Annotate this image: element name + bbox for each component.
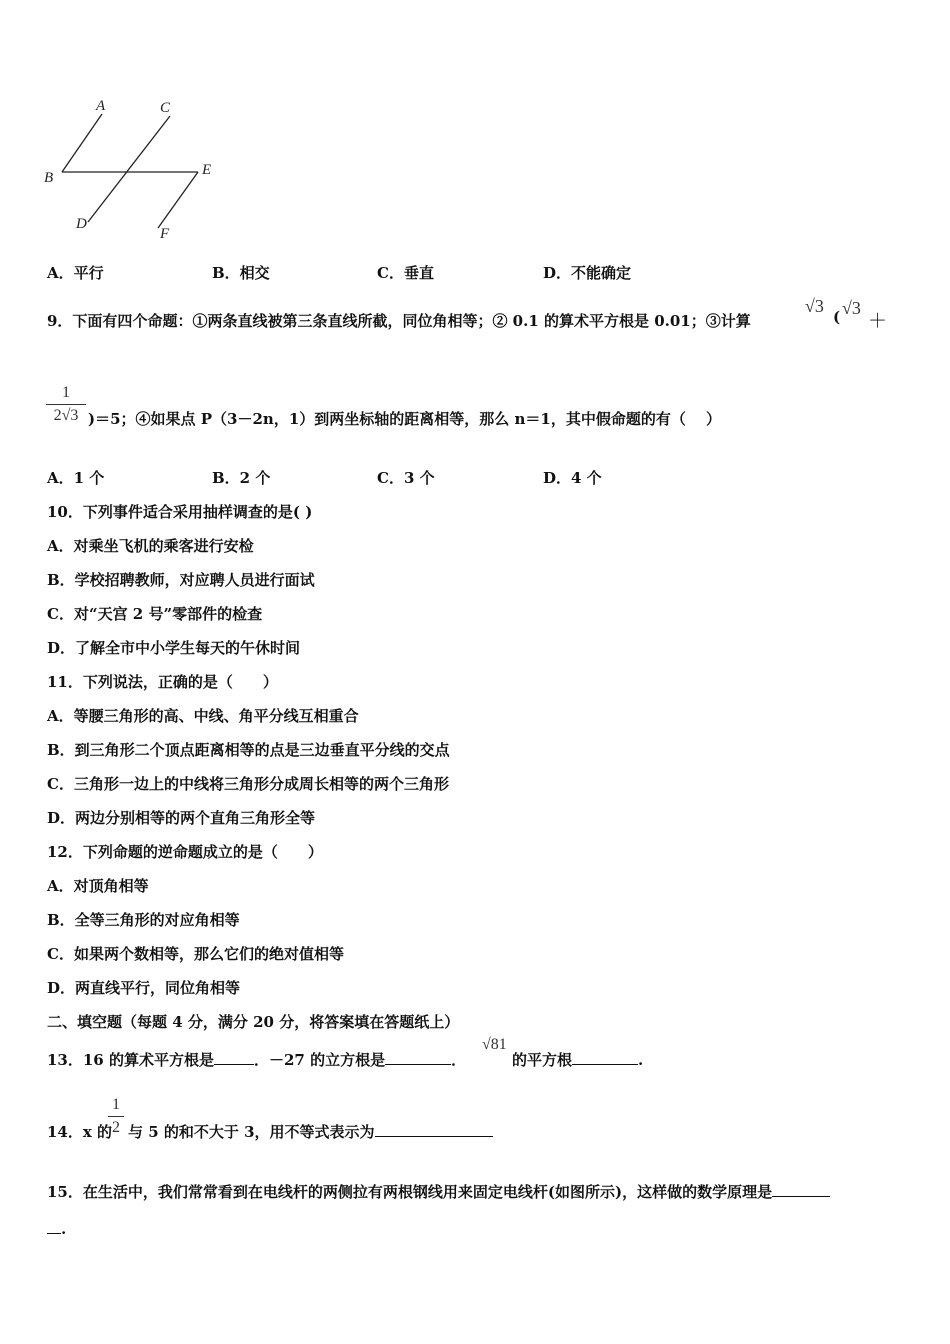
q9-paren-open: (: [833, 308, 841, 326]
q13-line: [47, 1049, 466, 1070]
q15-blank-part1[interactable]: [772, 1182, 830, 1197]
q9-fraction-denominator: 2√3: [53, 407, 79, 424]
q8-option-c[interactable]: C．垂直: [377, 264, 434, 282]
q10-stem: 10．下列事件适合采用抽样调查的是( ): [47, 503, 313, 521]
q15-line-1: [47, 1181, 830, 1202]
q14-number: 14．: [47, 1123, 83, 1141]
q9-option-d[interactable]: D．4 个: [543, 469, 602, 487]
q11-option-d[interactable]: D．两边分别相等的两个直角三角形全等: [47, 809, 316, 827]
q14-lead: [47, 1121, 112, 1142]
q11-stem: 11．下列说法，正确的是（ ）: [47, 673, 278, 691]
q13-sqrt81: √81: [482, 1036, 507, 1053]
label-C: C: [160, 100, 171, 116]
q8-option-a[interactable]: A．平行: [47, 264, 104, 282]
q9-option-c[interactable]: C．3 个: [377, 469, 435, 487]
section-title-fill-in: 二、填空题（每题 4 分，满分 20 分，将答案填在答题纸上）: [47, 1013, 460, 1031]
q13-text-2: ．－27 的立方根是: [253, 1051, 386, 1069]
segment-AB: [62, 114, 102, 172]
q12-stem: 12．下列命题的逆命题成立的是（ ）: [47, 843, 323, 861]
q9-sqrt3-b: √3: [842, 298, 861, 318]
q14-fraction-numerator: 1: [112, 1096, 120, 1113]
label-D: D: [76, 216, 87, 232]
q13-blank-1[interactable]: [214, 1050, 254, 1065]
parallel-lines-figure: [40, 92, 230, 242]
segment-EF: [158, 172, 198, 228]
label-E: E: [202, 162, 212, 178]
q11-option-c[interactable]: C．三角形一边上的中线将三角形分成周长相等的两个三角形: [47, 775, 449, 793]
q11-option-a[interactable]: A．等腰三角形的高、中线、角平分线互相重合: [47, 707, 359, 725]
label-B: B: [44, 170, 54, 186]
q10-option-c[interactable]: C．对“天宫 2 号”零部件的检查: [47, 605, 263, 623]
q14-text-2: 与 5 的和不大于 3，用不等式表示为: [128, 1123, 375, 1141]
label-A: A: [96, 98, 106, 114]
q13-line-tail: [512, 1049, 643, 1070]
q12-option-d[interactable]: D．两直线平行，同位角相等: [47, 979, 241, 997]
q10-option-d[interactable]: D．了解全市中小学生每天的午休时间: [47, 639, 301, 657]
q9-fraction-numerator: 1: [62, 384, 70, 401]
q15-period: .: [61, 1220, 67, 1238]
q9-fraction: [46, 384, 86, 425]
q15-text: 15．在生活中，我们常常看到在电线杆的两侧拉有两根钢线用来固定电线杆(如图所示)，这样做的数学原理是: [47, 1183, 773, 1201]
q10-option-a[interactable]: A．对乘坐飞机的乘客进行安检: [47, 537, 254, 555]
q15-line-2: [47, 1219, 66, 1238]
q14-tail: [128, 1121, 493, 1142]
q13-text-3: ．: [451, 1051, 467, 1069]
q9-sqrt3-a: √3: [805, 296, 824, 316]
q13-blank-3[interactable]: [572, 1050, 638, 1065]
q8-option-d[interactable]: D．不能确定: [543, 264, 632, 282]
q9-stem-part2: )＝5；④如果点 P（3－2n，1）到两坐标轴的距离相等，那么 n＝1，其中假命题的有（ ）: [88, 410, 722, 428]
q10-option-b[interactable]: B．学校招聘教师，对应聘人员进行面试: [47, 571, 315, 589]
q11-option-b[interactable]: B．到三角形二个顶点距离相等的点是三边垂直平分线的交点: [47, 741, 450, 759]
q14-text-1: x 的: [82, 1123, 113, 1141]
q13-text-5: .: [638, 1051, 644, 1069]
label-F: F: [160, 226, 170, 242]
q12-option-b[interactable]: B．全等三角形的对应角相等: [47, 911, 240, 929]
q13-text-4: 的平方根: [512, 1051, 573, 1069]
q14-fraction-denominator: 2: [112, 1119, 120, 1136]
q13-number: 13．: [47, 1051, 83, 1069]
q9-option-a[interactable]: A．1 个: [47, 469, 105, 487]
q14-fraction: [108, 1096, 124, 1137]
q8-option-b[interactable]: B．相交: [212, 264, 270, 282]
q14-blank[interactable]: [375, 1122, 493, 1137]
q13-text-1: 16 的算术平方根是: [82, 1051, 214, 1069]
q15-blank-part2[interactable]: [47, 1219, 61, 1234]
q13-blank-2[interactable]: [385, 1050, 451, 1065]
q12-option-a[interactable]: A．对顶角相等: [47, 877, 149, 895]
segment-CD: [88, 116, 170, 222]
q9-option-b[interactable]: B．2 个: [212, 469, 271, 487]
q12-option-c[interactable]: C．如果两个数相等，那么它们的绝对值相等: [47, 945, 344, 963]
q9-stem-part1: 9．下面有四个命题：①两条直线被第三条直线所截，同位角相等；② 0.1 的算术平方根是 0.01；③计算: [47, 312, 751, 330]
q9-plus-sign: ＋: [868, 310, 888, 332]
